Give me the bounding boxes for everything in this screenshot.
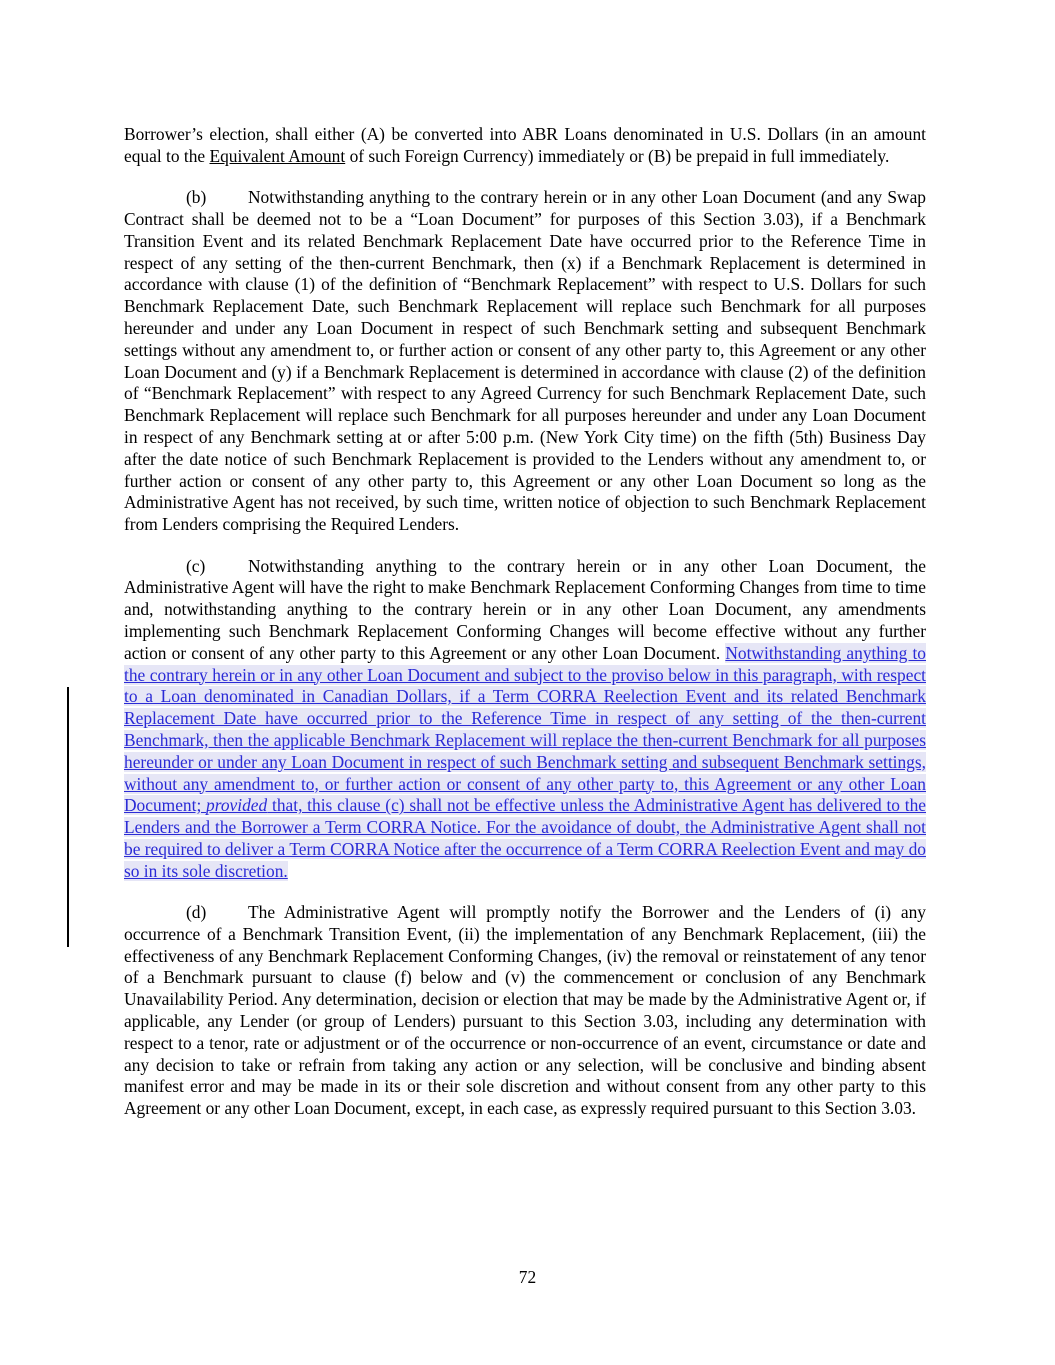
paragraph-c-text: Notwithstanding anything to the contrary herein or in any other Loan Document, the Administrative Agent will have the right to make Benchmark Replacement Conforming Changes from time to time and, notwithstanding anything to the contrary herein or in any other Loan Document, any amendments implementing such Benchmark Replacement Conforming Changes will become effective without any further action or consent of any other party to this Agreement or any other Loan Document. — [124, 555, 926, 663]
page-number: 72 — [518, 1267, 537, 1287]
paragraph-d — [124, 902, 926, 1120]
inserted-text-post: that, this clause (c) shall not be effective unless the Administrative Agent has delivered to the Lenders and the Borrower a Term CORRA Notice. For the avoidance of doubt, the Administrative Agent shall not be required to deliver a Term CORRA Notice after the occurrence of a Term CORRA Reelection Event and may do so in its sole discretion. — [124, 795, 926, 881]
paragraph-b — [124, 187, 926, 536]
inserted-text-italic — [206, 795, 267, 815]
provided-italic: provided — [206, 795, 268, 816]
clause-label-d: (d) — [186, 902, 207, 923]
inserted-text-pre: Notwithstanding anything to the contrary herein or in any other Loan Document and subject to the proviso below in this paragraph, with respect to a Loan denominated in Canadian Dollars, if a Term CORRA Reelection Event and its related Benchmark Replacement Date have occurred prior to the Reference Time in respect of any setting of the then-current Benchmark, then the applicable Benchmark Replacement will replace the then-current Benchmark for all purposes hereunder or under any Loan Document in respect of such Benchmark setting and subsequent Benchmark settings, without any amendment to, or further action or consent of any other party to, this Agreement or any other Loan Document; — [124, 642, 926, 816]
paragraph-d-text: The Administrative Agent will promptly notify the Borrower and the Lenders of (i) any occurrence of a Benchmark Transition Event, (ii) the implementation of any Benchmark Replacement, (iii) the effectiveness of any Benchmark Replacement Conforming Changes, (iv) the removal or reinstatement of any tenor of a Benchmark pursuant to clause (f) below and (v) the commencement or conclusion of any Benchmark Unavailability Period. Any determination, decision or election that may be made by the Administrative Agent or, if applicable, any Lender (or group of Lenders) pursuant to this Section 3.03, including any determination with respect to a tenor, rate or adjustment or of the occurrence or non-occurrence of an event, circumstance or date and any decision to take or refrain from taking any action or any selection, will be conclusive and binding absent manifest error and may be made in its or their sole discretion and without consent from any other party to this Agreement or any other Loan Document, except, in each case, as expressly required pursuant to this Section 3.03. — [124, 902, 926, 1119]
clause-label-b: (b) — [186, 187, 207, 208]
paragraph-intro — [124, 124, 926, 168]
document-page — [124, 124, 926, 1140]
clause-label-c: (c) — [186, 555, 206, 576]
paragraph-c — [124, 556, 926, 883]
intro-text-post: of such Foreign Currency) immediately or (B) be prepaid in full immediately. — [345, 145, 890, 166]
revision-change-bar — [67, 687, 69, 947]
intro-text-pre: Borrower’s election, shall either (A) be converted into ABR Loans denominated in U.S. Dollars (in an amount equal to the — [124, 124, 926, 166]
defined-term-equivalent-amount: Equivalent Amount — [209, 145, 346, 166]
paragraph-b-text: Notwithstanding anything to the contrary herein or in any other Loan Document (and any Swap Contract shall be deemed not to be a “Loan Document” for purposes of this Section 3.03), if a Benchmark Transition Event and its related Benchmark Replacement Date have occurred prior to the Reference Time in respect of any setting of the then-current Benchmark, then (x) if a Benchmark Replacement is determined in accordance with clause (1) of the definition of “Benchmark Replacement” with respect to U.S. Dollars for such Benchmark Replacement Date, such Benchmark Replacement will replace such Benchmark for all purposes hereunder and under any Loan Document in respect of such Benchmark setting and subsequent Benchmark settings without any amendment to, or further action or consent of any other party to, this Agreement or any other Loan Document and (y) if a Benchmark Replacement is determined in accordance with clause (2) of the definition of “Benchmark Replacement” with respect to any Agreed Currency for such Benchmark Replacement Date, such Benchmark Replacement will replace such Benchmark for all purposes hereunder and under any Loan Document in respect of any Benchmark setting at or after 5:00 p.m. (New York City time) on the fifth (5th) Business Day after the date notice of such Benchmark Replacement is provided to the Lenders without any amendment to, or further action or consent of any other party to, this Agreement or any other Loan Document so long as the Administrative Agent has not received, by such time, written notice of objection to such Benchmark Replacement from Lenders comprising the Required Lenders. — [124, 187, 926, 535]
